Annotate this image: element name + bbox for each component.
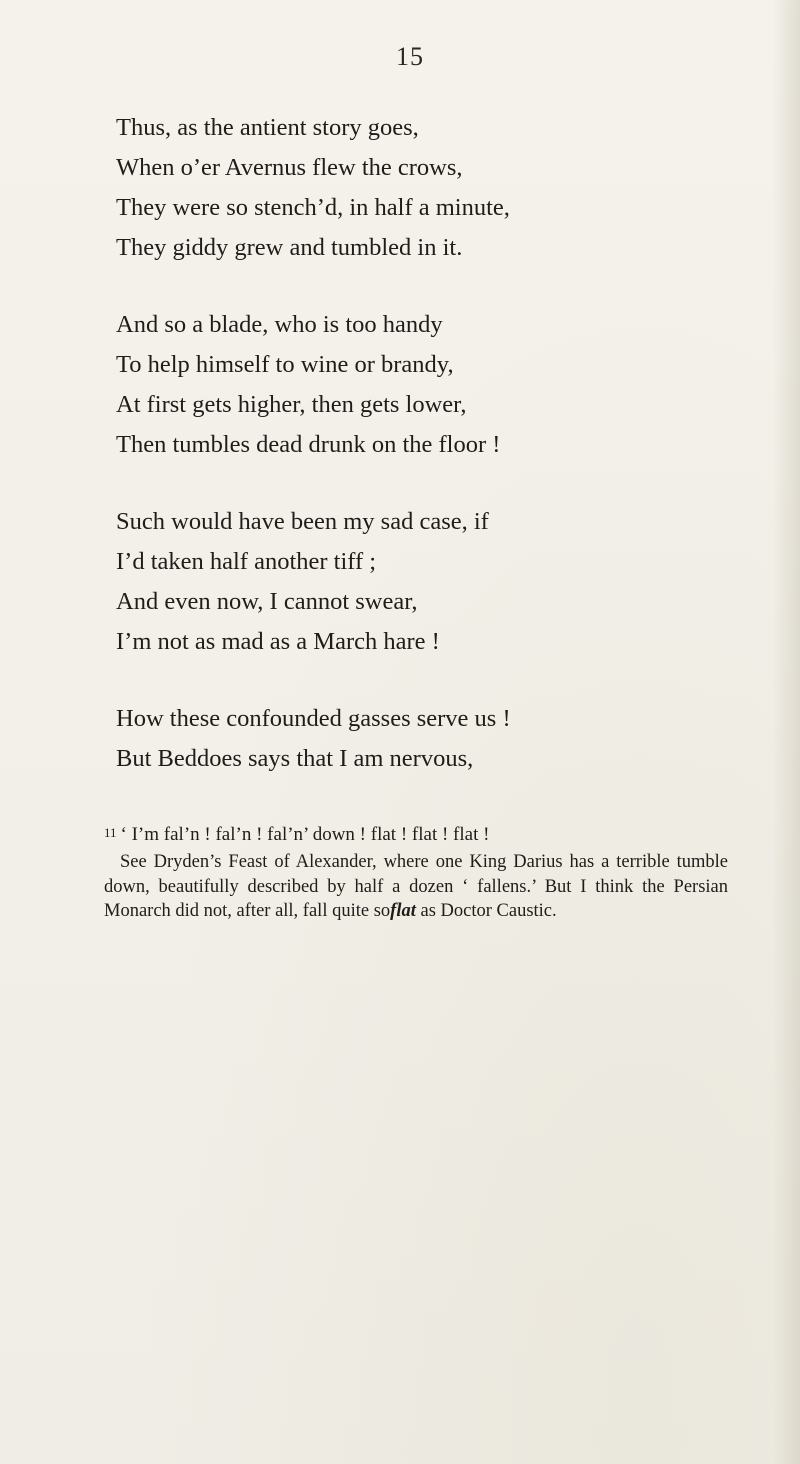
verse-line: To help himself to wine or brandy,: [116, 351, 454, 378]
verse-line: I’d taken half another tiff ;: [116, 548, 377, 575]
verse-line: How these confounded gasses serve us !: [116, 705, 511, 732]
verse-line: When o’er Avernus flew the crows,: [116, 154, 463, 181]
verse-line: Then tumbles dead drunk on the floor !: [116, 431, 501, 458]
verse-line: And so a blade, who is too handy: [116, 311, 443, 338]
verse-line: And even now, I cannot swear,: [116, 588, 418, 615]
verse-line: I’m not as mad as a March hare !: [116, 628, 440, 655]
poem: [116, 108, 756, 816]
footnote-quotation: [104, 820, 728, 848]
footnote-body: [88, 850, 728, 924]
footnote-first-line: ‘ I’m fal’n ! fal’n ! fal’n’ down ! flat ! flat ! flat !: [120, 824, 490, 845]
verse-line: But Beddoes says that I am nervous,: [116, 745, 474, 772]
verse-line: They giddy grew and tumbled in it.: [116, 234, 463, 261]
verse-line: Such would have been my sad case, if: [116, 508, 489, 535]
page-edge-shadow: [772, 0, 800, 1464]
stanza-2: [116, 305, 756, 465]
verse-line: Thus, as the antient story goes,: [116, 114, 419, 141]
footnote-text-end: as Doctor Caustic.: [420, 901, 557, 921]
footnote: [104, 820, 728, 924]
stanza-3: [116, 502, 756, 662]
verse-line: At first gets higher, then gets lower,: [116, 391, 467, 418]
footnote-emphasis: flat: [390, 901, 416, 921]
footnote-text: See Dryden’s Feast of Alexander, where one King Darius has a terrible tumble down, beautifully described by half a dozen ‘ fallens.’ But I think the Persian Monarch did not, after all, fall quite so: [104, 852, 728, 921]
stanza-1: [116, 108, 756, 268]
verse-line: They were so stench’d, in half a minute,: [116, 194, 510, 221]
stanza-4: [116, 699, 756, 779]
page-number: 15: [396, 42, 424, 71]
footnote-marker: 11: [104, 825, 117, 840]
